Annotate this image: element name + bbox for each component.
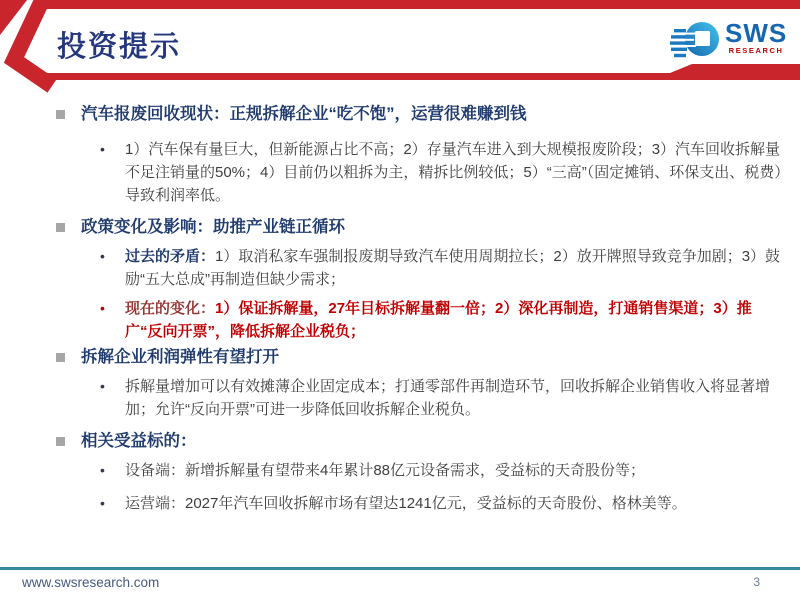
section-header	[56, 430, 784, 452]
slide-content	[56, 96, 784, 515]
bullet-text: 1）汽车保有量巨大，但新能源占比不高；2）存量汽车进入到大规模报废阶段；3）汽车回收拆解量不足注销量的50%；4）目前仍以粗拆为主，精拆比例较低；5）“三高”（固定摊销、环保支出、税费）导致利润率低。	[125, 141, 782, 204]
square-bullet-icon	[56, 223, 65, 232]
bullet-item	[100, 138, 784, 207]
section-header	[56, 346, 784, 368]
bullet-lead: 现在的变化：	[125, 300, 216, 317]
square-bullet-icon	[56, 353, 65, 362]
underline-right-step	[670, 64, 800, 80]
bullet-dot-icon: •	[100, 462, 105, 478]
bullet-dot-icon: •	[100, 300, 105, 316]
page-number: 3	[753, 575, 760, 589]
section-header-text: 拆解企业利润弹性有望打开	[81, 348, 279, 366]
bullet-text: 运营端：2027年汽车回收拆解市场有望达1241亿元，受益标的天奇股份、格林美等。	[125, 495, 687, 512]
bullet-item	[100, 375, 784, 421]
section-header	[56, 103, 784, 125]
title-underline	[46, 73, 672, 80]
page-title: 投资提示	[57, 29, 182, 63]
section-header-text: 相关受益标的：	[81, 432, 197, 450]
bullet-text	[125, 245, 782, 291]
bullet-item	[100, 245, 784, 291]
bullet-text	[125, 297, 782, 343]
bullet-dot-icon: •	[100, 378, 105, 394]
bullet-text: 拆解量增加可以有效摊薄企业固定成本；打通零部件再制造环节，回收拆解企业销售收入将显著增加；允许“反向开票”可进一步降低回收拆解企业税负。	[125, 378, 771, 418]
sws-logo	[668, 12, 787, 62]
section-header-text: 政策变化及影响：助推产业链正循环	[81, 218, 345, 236]
logo-text	[725, 17, 788, 55]
bullet-item	[100, 492, 784, 515]
top-red-bar	[44, 0, 800, 9]
square-bullet-icon	[56, 437, 65, 446]
footer-divider	[0, 567, 800, 570]
square-bullet-icon	[56, 110, 65, 119]
logo-subtitle: RESEARCH	[728, 45, 784, 55]
bullet-body: 1）保证拆解量，27年目标拆解量翻一倍；2）深化再制造，打通销售渠道；3）推广“反向开票”，降低拆解企业税负；	[125, 300, 752, 340]
bullet-dot-icon: •	[100, 141, 105, 157]
bullet-dot-icon: •	[100, 495, 105, 511]
logo-name: SWS	[725, 17, 788, 48]
bullet-body: 1）取消私家车强制报废期导致汽车使用周期拉长；2）放开牌照导致竞争加剧；3）鼓励“五大总成”再制造但缺少需求；	[125, 248, 781, 288]
bullet-item	[100, 459, 784, 482]
sws-globe-icon	[668, 12, 722, 62]
section-header	[56, 216, 784, 238]
section-header-text: 汽车报废回收现状：正规拆解企业“吃不饱”，运营很难赚到钱	[81, 105, 527, 123]
bullet-text: 设备端：新增拆解量有望带来4年累计88亿元设备需求，受益标的天奇股份等；	[125, 462, 646, 479]
bullet-dot-icon: •	[100, 248, 105, 264]
bullet-item-highlight	[100, 297, 784, 343]
footer-website: www.swsresearch.com	[22, 575, 160, 590]
bullet-lead: 过去的矛盾：	[125, 248, 216, 265]
